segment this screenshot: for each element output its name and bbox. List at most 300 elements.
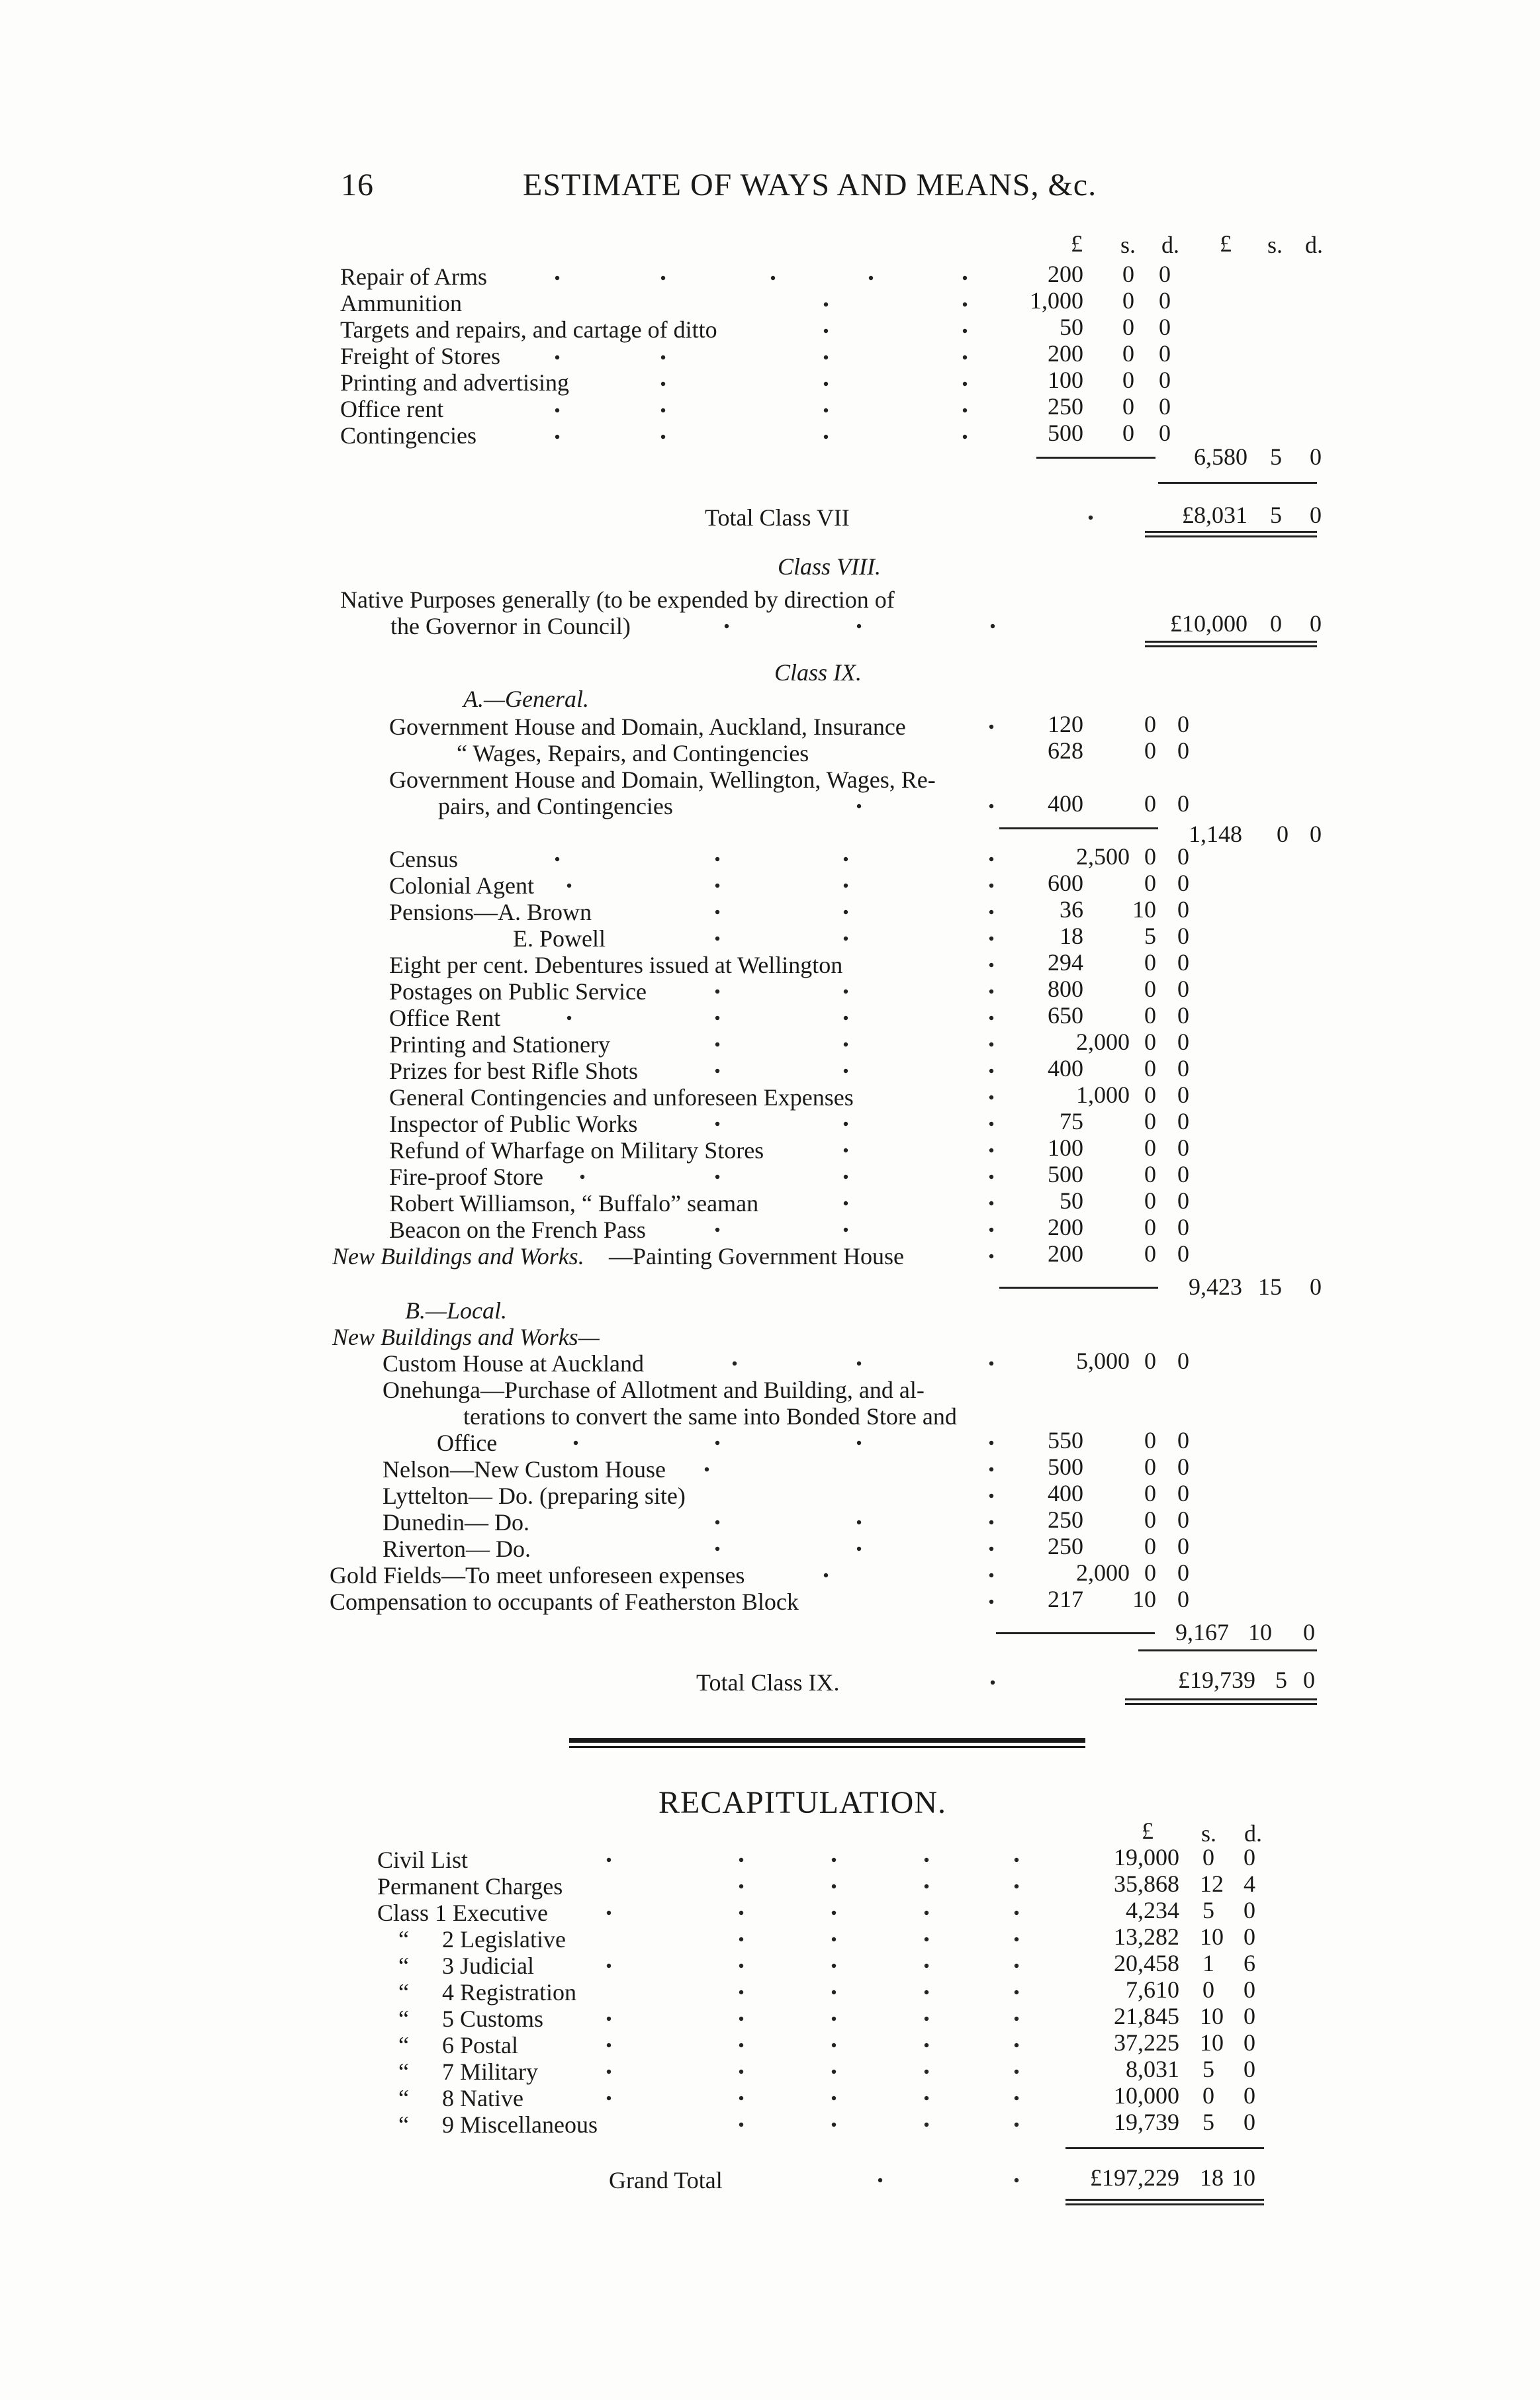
- recap-pounds: 19,739: [1114, 2109, 1179, 2135]
- recap-row-label: 2 Legislative: [442, 1926, 566, 1953]
- leader-dot: [715, 1042, 719, 1046]
- leader-dot: [989, 1095, 993, 1099]
- class8-line-1: Native Purposes generally (to be expended by direction of: [340, 586, 895, 613]
- amount-shillings: 5: [1144, 923, 1156, 949]
- recap-shillings: 5: [1202, 1897, 1214, 1923]
- recap-row-label: 3 Judicial: [442, 1953, 534, 1979]
- leader-dot: [991, 624, 995, 628]
- recap-pence: 0: [1244, 2109, 1255, 2135]
- amount-pounds: 250: [1048, 1533, 1083, 1559]
- leader-dot: [715, 1547, 719, 1551]
- list-item-label: Beacon on the French Pass: [389, 1217, 646, 1243]
- leader-dot: [824, 1573, 828, 1577]
- subtotal-pence: 0: [1310, 821, 1322, 847]
- leader-dot: [925, 2070, 929, 2074]
- leader-dot: [739, 2123, 743, 2127]
- leader-dot: [771, 276, 775, 280]
- recap-pounds: 21,845: [1114, 2003, 1179, 2029]
- leader-dot: [739, 1990, 743, 1994]
- ditto-mark: “: [398, 2058, 409, 2085]
- recap-row-label: Class 1 Executive: [377, 1900, 548, 1926]
- leader-dot: [739, 1858, 743, 1862]
- recap-shillings: 10: [1200, 2003, 1224, 2029]
- leader-dot: [989, 725, 993, 729]
- grand-total-pounds: £197,229: [1090, 2164, 1179, 2191]
- list-item-label: Nelson—New Custom House: [383, 1456, 666, 1483]
- leader-dot: [555, 408, 559, 412]
- amount-shillings: 0: [1144, 1108, 1156, 1134]
- leader-dot: [857, 624, 861, 628]
- amount-shillings: 0: [1144, 1214, 1156, 1240]
- amount-shillings: 0: [1144, 1134, 1156, 1161]
- recap-col-pound: £: [1142, 1818, 1154, 1844]
- leader-dot: [925, 1937, 929, 1941]
- amount-pence: 0: [1177, 1002, 1189, 1029]
- class8-total-shillings: 0: [1270, 610, 1282, 637]
- leader-dot: [963, 355, 967, 359]
- amount-pounds: 200: [1048, 1240, 1083, 1267]
- recap-shillings: 5: [1202, 2109, 1214, 2135]
- leader-dot: [989, 1441, 993, 1445]
- leader-dot: [925, 2043, 929, 2047]
- leader-dot: [607, 2096, 611, 2100]
- leader-dot: [832, 1990, 836, 1994]
- amount-pounds: 500: [1048, 420, 1083, 446]
- leader-dot: [989, 1201, 993, 1205]
- leader-dot: [715, 1122, 719, 1126]
- subtotal-pence: 0: [1310, 443, 1322, 470]
- leader-dot: [739, 2043, 743, 2047]
- ditto-mark: “: [398, 1979, 409, 2006]
- leader-dot: [661, 408, 665, 412]
- list-item-label: Ammunition: [340, 290, 463, 316]
- leader-dot: [715, 1016, 719, 1020]
- list-item-label: Lyttelton— Do. (preparing site): [383, 1483, 686, 1509]
- subtotal-pence: 0: [1310, 1273, 1322, 1300]
- local-subheading: New Buildings and Works—: [332, 1324, 600, 1350]
- amount-pence: 0: [1177, 843, 1189, 870]
- leader-dot: [963, 382, 967, 386]
- leader-dot: [715, 884, 719, 888]
- amount-shillings: 0: [1144, 711, 1156, 737]
- amount-shillings: 0: [1144, 1161, 1156, 1187]
- list-item-label: Freight of Stores: [340, 343, 500, 369]
- amount-pence: 0: [1177, 1454, 1189, 1480]
- recap-pence: 0: [1244, 1897, 1255, 1923]
- amount-pence: 0: [1177, 1108, 1189, 1134]
- leader-dot: [989, 1122, 993, 1126]
- list-item-label: Onehunga—Purchase of Allotment and Building, and al-: [383, 1377, 925, 1403]
- leader-dot: [925, 1884, 929, 1888]
- amount-shillings: 0: [1144, 1454, 1156, 1480]
- list-item-label: Inspector of Public Works: [389, 1111, 638, 1137]
- leader-dot: [1015, 2123, 1019, 2127]
- amount-shillings: 0: [1144, 1348, 1156, 1374]
- leader-dot: [1015, 1964, 1019, 1968]
- amount-pounds: 250: [1048, 393, 1083, 420]
- leader-dot: [715, 1441, 719, 1445]
- recap-pounds: 10,000: [1114, 2082, 1179, 2109]
- amount-pounds: 400: [1048, 790, 1083, 817]
- subtotal-shillings: 0: [1277, 821, 1289, 847]
- amount-pounds: 550: [1048, 1427, 1083, 1454]
- leader-dot: [989, 910, 993, 914]
- subtotal-shillings: 15: [1258, 1273, 1282, 1300]
- leader-dot: [715, 910, 719, 914]
- recap-col-pence: d.: [1244, 1820, 1262, 1847]
- leader-dot: [989, 937, 993, 941]
- subtotal-shillings: 5: [1270, 443, 1282, 470]
- amount-pounds: 100: [1048, 367, 1083, 393]
- leader-dot: [1015, 1911, 1019, 1915]
- leader-dot: [844, 884, 848, 888]
- recap-shillings: 0: [1202, 1844, 1214, 1870]
- page-title: ESTIMATE OF WAYS AND MEANS, &c.: [523, 167, 1097, 203]
- amount-pounds: 294: [1048, 949, 1083, 976]
- list-item-label: Census: [389, 846, 459, 872]
- ditto-mark: “: [398, 1926, 409, 1953]
- amount-pence: 0: [1177, 949, 1189, 976]
- amount-pounds: 18: [1060, 923, 1083, 949]
- amount-pence: 0: [1177, 1559, 1189, 1586]
- leader-dot: [739, 2017, 743, 2021]
- leader-dot: [844, 1201, 848, 1205]
- recap-shillings: 1: [1202, 1950, 1214, 1976]
- ditto-mark: “: [398, 1953, 409, 1979]
- list-item-label: pairs, and Contingencies: [438, 793, 673, 819]
- subtotal-pence: 0: [1303, 1619, 1315, 1645]
- leader-dot: [989, 1467, 993, 1471]
- leader-dot: [739, 1884, 743, 1888]
- amount-shillings: 0: [1144, 737, 1156, 764]
- recap-pounds: 7,610: [1126, 1976, 1179, 2003]
- leader-dot: [989, 804, 993, 808]
- amount-pounds: 50: [1060, 1187, 1083, 1214]
- ditto-mark: “: [398, 2032, 409, 2058]
- amount-pounds: 200: [1048, 261, 1083, 287]
- amount-pounds: 200: [1048, 340, 1083, 367]
- list-item-label: Fire-proof Store: [389, 1164, 543, 1190]
- leader-dot: [824, 355, 828, 359]
- recap-pounds: 4,234: [1126, 1897, 1179, 1923]
- leader-dot: [733, 1362, 737, 1365]
- list-item-label: Office: [437, 1430, 498, 1456]
- leader-dot: [555, 435, 559, 439]
- leader-dot: [925, 1858, 929, 1862]
- recap-row-label: 4 Registration: [442, 1979, 576, 2006]
- amount-pounds: 50: [1060, 314, 1083, 340]
- amount-pounds: 36: [1060, 896, 1083, 923]
- amount-pence: 0: [1159, 287, 1171, 314]
- leader-dot: [925, 1964, 929, 1968]
- amount-shillings: 0: [1122, 340, 1134, 367]
- recap-col-shillings: s.: [1201, 1820, 1217, 1847]
- leader-dot: [1015, 1858, 1019, 1862]
- amount-shillings: 0: [1122, 367, 1134, 393]
- amount-pounds: 75: [1060, 1108, 1083, 1134]
- amount-pence: 0: [1177, 1240, 1189, 1267]
- ditto-mark: “: [398, 2085, 409, 2111]
- local-heading: B.—Local.: [405, 1297, 508, 1324]
- recap-row-label: 7 Military: [442, 2058, 538, 2085]
- recap-shillings: 5: [1202, 2056, 1214, 2082]
- col-header-pence-2: d.: [1305, 232, 1323, 258]
- amount-pence: 0: [1177, 870, 1189, 896]
- leader-dot: [715, 857, 719, 861]
- leader-dot: [989, 1042, 993, 1046]
- leader-dot: [925, 2096, 929, 2100]
- leader-dot: [963, 408, 967, 412]
- leader-dot: [832, 1911, 836, 1915]
- leader-dot: [715, 1175, 719, 1179]
- amount-pence: 0: [1177, 1214, 1189, 1240]
- leader-dot: [715, 1069, 719, 1073]
- amount-shillings: 0: [1144, 976, 1156, 1002]
- list-item-label: Postages on Public Service: [389, 978, 647, 1005]
- leader-dot: [739, 1911, 743, 1915]
- list-item-label: Printing and advertising: [340, 369, 569, 396]
- list-item-label: Dunedin— Do.: [383, 1509, 529, 1536]
- recap-pounds: 19,000: [1114, 1844, 1179, 1870]
- amount-pounds: 400: [1048, 1055, 1083, 1082]
- recap-pounds: 20,458: [1114, 1950, 1179, 1976]
- subtotal-pounds: 9,423: [1189, 1273, 1242, 1300]
- leader-dot: [555, 355, 559, 359]
- list-item-label: Targets and repairs, and cartage of ditto: [340, 316, 717, 343]
- amount-shillings: 0: [1122, 261, 1134, 287]
- col-header-pound-2: £: [1220, 230, 1232, 257]
- leader-dot: [607, 2017, 611, 2021]
- leader-dot: [844, 1228, 848, 1232]
- amount-shillings: 0: [1144, 1506, 1156, 1533]
- amount-pounds: 120: [1048, 711, 1083, 737]
- leader-dot: [989, 1362, 993, 1365]
- leader-dot: [844, 1148, 848, 1152]
- amount-shillings: 0: [1144, 870, 1156, 896]
- col-header-shillings-2: s.: [1267, 232, 1283, 258]
- class8-total-pounds: £10,000: [1170, 610, 1247, 637]
- leader-dot: [607, 1964, 611, 1968]
- leader-dot: [963, 302, 967, 306]
- leader-dot: [580, 1175, 584, 1179]
- amount-shillings: 0: [1144, 1187, 1156, 1214]
- leader-dot: [925, 1990, 929, 1994]
- recap-row-label: Civil List: [377, 1847, 469, 1873]
- leader-dot: [1015, 2043, 1019, 2047]
- list-item-label: General Contingencies and unforeseen Expenses: [389, 1084, 854, 1111]
- leader-dot: [869, 276, 873, 280]
- amount-pence: 0: [1177, 1187, 1189, 1214]
- new-buildings-label: New Buildings and Works.: [332, 1243, 584, 1269]
- amount-pence: 0: [1177, 1480, 1189, 1506]
- recap-pounds: 13,282: [1114, 1923, 1179, 1950]
- leader-dot: [832, 2070, 836, 2074]
- amount-shillings: 0: [1144, 1055, 1156, 1082]
- amount-shillings: 0: [1122, 314, 1134, 340]
- col-header-shillings: s.: [1120, 232, 1136, 258]
- recap-pounds: 35,868: [1114, 1870, 1179, 1897]
- recap-row-label: 8 Native: [442, 2085, 523, 2111]
- leader-dot: [989, 990, 993, 993]
- recap-shillings: 0: [1202, 2082, 1214, 2109]
- recap-pence: 6: [1244, 1950, 1255, 1976]
- leader-dot: [715, 1520, 719, 1524]
- leader-dot: [1015, 2178, 1019, 2182]
- recap-row-label: Permanent Charges: [377, 1873, 563, 1900]
- amount-pence: 0: [1177, 976, 1189, 1002]
- leader-dot: [989, 1547, 993, 1551]
- leader-dot: [739, 2070, 743, 2074]
- amount-pounds: 500: [1048, 1454, 1083, 1480]
- amount-pence: 0: [1177, 1029, 1189, 1055]
- recap-pence: 0: [1244, 1976, 1255, 2003]
- leader-dot: [661, 276, 665, 280]
- list-item-label: Colonial Agent: [389, 872, 534, 899]
- class9-heading: Class IX.: [774, 659, 862, 686]
- recap-pence: 0: [1244, 2003, 1255, 2029]
- list-item-label: Gold Fields—To meet unforeseen expenses: [330, 1562, 745, 1589]
- list-item-label: E. Powell: [513, 925, 606, 952]
- leader-dot: [705, 1467, 709, 1471]
- amount-pounds: 2,000: [1076, 1559, 1130, 1586]
- leader-dot: [857, 804, 861, 808]
- leader-dot: [832, 2123, 836, 2127]
- amount-shillings: 0: [1144, 1240, 1156, 1267]
- grand-total-label: Grand Total: [609, 2167, 723, 2193]
- leader-dot: [989, 963, 993, 967]
- leader-dot: [607, 1858, 611, 1862]
- amount-shillings: 0: [1144, 1559, 1156, 1586]
- list-item-label: Riverton— Do.: [383, 1536, 531, 1562]
- amount-pounds: 1,000: [1030, 287, 1083, 314]
- recap-shillings: 0: [1202, 1976, 1214, 2003]
- col-header-pound: £: [1071, 230, 1083, 257]
- amount-pence: 0: [1159, 261, 1171, 287]
- leader-dot: [989, 1175, 993, 1179]
- leader-dot: [844, 1175, 848, 1179]
- amount-pence: 0: [1159, 420, 1171, 446]
- amount-pounds: 200: [1048, 1214, 1083, 1240]
- class8-line-2: the Governor in Council): [390, 613, 631, 639]
- leader-dot: [832, 1858, 836, 1862]
- amount-pence: 0: [1177, 1506, 1189, 1533]
- leader-dot: [661, 355, 665, 359]
- leader-dot: [725, 624, 729, 628]
- list-item-label: Office Rent: [389, 1005, 501, 1031]
- leader-dot: [555, 276, 559, 280]
- amount-pence: 0: [1177, 896, 1189, 923]
- leader-dot: [824, 408, 828, 412]
- class8-total-pence: 0: [1310, 610, 1322, 637]
- amount-shillings: 0: [1122, 420, 1134, 446]
- list-item-label: Pensions—A. Brown: [389, 899, 592, 925]
- leader-dot: [844, 937, 848, 941]
- amount-shillings: 0: [1144, 949, 1156, 976]
- amount-shillings: 0: [1144, 790, 1156, 817]
- amount-shillings: 0: [1144, 1082, 1156, 1108]
- leader-dot: [739, 2096, 743, 2100]
- amount-pence: 0: [1159, 340, 1171, 367]
- leader-dot: [1089, 516, 1093, 520]
- leader-dot: [989, 1228, 993, 1232]
- list-item-label: Compensation to occupants of Featherston Block: [330, 1589, 799, 1615]
- leader-dot: [607, 2043, 611, 2047]
- amount-pence: 0: [1177, 1348, 1189, 1374]
- recap-pounds: 8,031: [1126, 2056, 1179, 2082]
- list-item-label: Robert Williamson, “ Buffalo” seaman: [389, 1190, 759, 1217]
- recap-heading: RECAPITULATION.: [658, 1785, 946, 1820]
- list-item-label: Printing and Stationery: [389, 1031, 610, 1058]
- leader-dot: [989, 1600, 993, 1604]
- subtotal-pounds: 9,167: [1175, 1619, 1229, 1645]
- amount-shillings: 10: [1132, 896, 1156, 923]
- leader-dot: [925, 2017, 929, 2021]
- class9-total-label: Total Class IX.: [696, 1669, 840, 1696]
- leader-dot: [1015, 2017, 1019, 2021]
- amount-pounds: 600: [1048, 870, 1083, 896]
- new-buildings-label-rest: —Painting Government House: [609, 1243, 904, 1269]
- col-header-pence: d.: [1161, 232, 1179, 258]
- recap-pence: 0: [1244, 2056, 1255, 2082]
- recap-pounds: 37,225: [1114, 2029, 1179, 2056]
- amount-pounds: 650: [1048, 1002, 1083, 1029]
- recap-row-label: 9 Miscellaneous: [442, 2111, 598, 2138]
- subtotal-shillings: 10: [1248, 1619, 1272, 1645]
- amount-pounds: 1,000: [1076, 1082, 1130, 1108]
- leader-dot: [832, 1937, 836, 1941]
- leader-dot: [844, 990, 848, 993]
- leader-dot: [832, 1884, 836, 1888]
- leader-dot: [963, 435, 967, 439]
- amount-shillings: 0: [1144, 1480, 1156, 1506]
- amount-pence: 0: [1159, 367, 1171, 393]
- leader-dot: [555, 857, 559, 861]
- class7-total-shillings: 5: [1270, 502, 1282, 528]
- leader-dot: [824, 302, 828, 306]
- recap-pence: 0: [1244, 1923, 1255, 1950]
- leader-dot: [989, 1573, 993, 1577]
- list-item-label: “ Wages, Repairs, and Contingencies: [457, 740, 809, 766]
- amount-shillings: 0: [1144, 1029, 1156, 1055]
- class9-total-shillings: 5: [1275, 1667, 1287, 1693]
- recap-shillings: 10: [1200, 1923, 1224, 1950]
- leader-dot: [574, 1441, 578, 1445]
- amount-pence: 0: [1177, 1427, 1189, 1454]
- recap-shillings: 12: [1200, 1870, 1224, 1897]
- amount-shillings: 10: [1132, 1586, 1156, 1612]
- leader-dot: [991, 1681, 995, 1685]
- leader-dot: [989, 1069, 993, 1073]
- list-item-label: Contingencies: [340, 422, 476, 449]
- list-item-label: Refund of Wharfage on Military Stores: [389, 1137, 764, 1164]
- amount-shillings: 0: [1144, 1002, 1156, 1029]
- amount-pounds: 250: [1048, 1506, 1083, 1533]
- amount-shillings: 0: [1122, 393, 1134, 420]
- leader-dot: [989, 1520, 993, 1524]
- list-item-label: Eight per cent. Debentures issued at Wellington: [389, 952, 843, 978]
- list-item-label: Office rent: [340, 396, 444, 422]
- leader-dot: [567, 884, 571, 888]
- amount-pence: 0: [1177, 923, 1189, 949]
- leader-dot: [844, 857, 848, 861]
- leader-dot: [832, 2043, 836, 2047]
- leader-dot: [857, 1362, 861, 1365]
- amount-pounds: 628: [1048, 737, 1083, 764]
- amount-pence: 0: [1177, 711, 1189, 737]
- amount-shillings: 0: [1144, 843, 1156, 870]
- leader-dot: [607, 1911, 611, 1915]
- leader-dot: [739, 1964, 743, 1968]
